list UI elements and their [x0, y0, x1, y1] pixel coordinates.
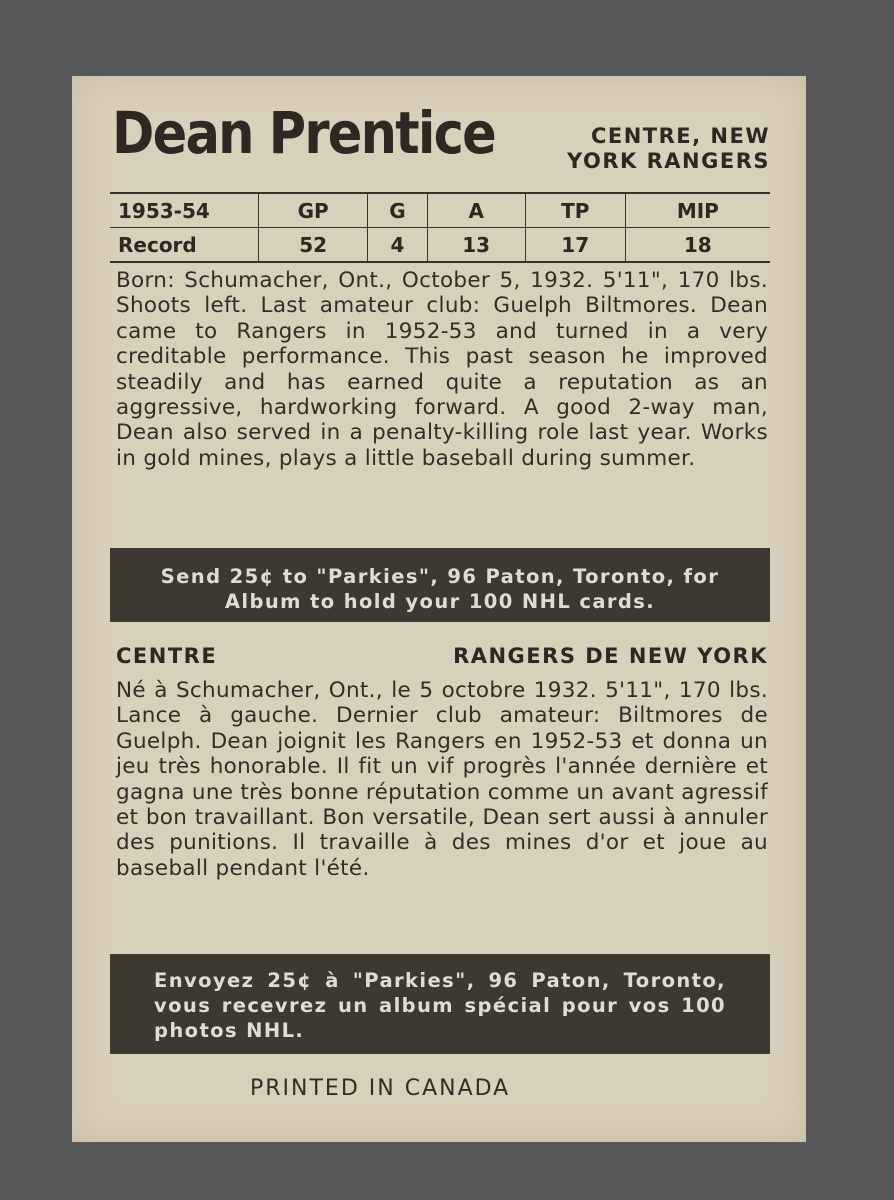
stats-header-row: [110, 193, 770, 228]
stats-value-g: 4: [368, 228, 427, 263]
stats-table: [110, 192, 770, 263]
stats-value-tp: 17: [525, 228, 625, 263]
printed-in-canada: PRINTED IN CANADA: [250, 1076, 511, 1101]
stats-season: 1953-54: [110, 193, 259, 228]
stats-header-mip: MIP: [625, 193, 770, 228]
french-album-offer: Envoyez 25¢ à "Parkies", 96 Paton, Toronto, vous recevrez un album spécial pour vos 100 photos NHL.: [110, 954, 770, 1054]
french-position: CENTRE: [116, 644, 218, 668]
stats-value-mip: 18: [625, 228, 770, 263]
french-header: [116, 644, 768, 668]
french-team: RANGERS DE NEW YORK: [453, 644, 768, 668]
position-line-2: YORK RANGERS: [567, 149, 770, 173]
stats-record-label: Record: [118, 233, 197, 257]
stats-record-row: [110, 228, 770, 263]
player-position-team: [567, 124, 770, 174]
hockey-card-back: [72, 76, 806, 1142]
stats-header-g: G: [368, 193, 427, 228]
english-album-offer: Send 25¢ to "Parkies", 96 Paton, Toronto, for Album to hold your 100 NHL cards.: [110, 548, 770, 622]
stats-header-tp: TP: [525, 193, 625, 228]
stats-value-a: 13: [427, 228, 525, 263]
position-line-1: CENTRE, NEW: [590, 124, 770, 148]
stats-header-gp: GP: [259, 193, 368, 228]
english-bio: Born: Schumacher, Ont., October 5, 1932. 5'11", 170 lbs. Shoots left. Last amateur club: Guelph Biltmores. Dean came to Rangers in 1952-53 and turned in a very creditable performance. This past season he improved steadily and has earned quite a reputation as an aggressive, hardworking forward. A good 2-way man, Dean also served in a penalty-killing role last year. Works in gold mines, plays a little baseball during summer.: [116, 268, 768, 471]
player-name: Dean Prentice: [112, 99, 495, 167]
stats-value-gp: 52: [259, 228, 368, 263]
stats-header-a: A: [427, 193, 525, 228]
french-bio: Né à Schumacher, Ont., le 5 octobre 1932. 5'11", 170 lbs. Lance à gauche. Dernier club amateur: Biltmores de Guelph. Dean joignit les Rangers en 1952-53 et donna un jeu très honorable. Il fit un vif progrès l'année dernière et gagna une très bonne réputation comme un avant agressif et bon travaillant. Bon versatile, Dean sert aussi à annuler des punitions. Il travaille à des mines d'or et joue au baseball pendant l'été.: [116, 678, 768, 881]
